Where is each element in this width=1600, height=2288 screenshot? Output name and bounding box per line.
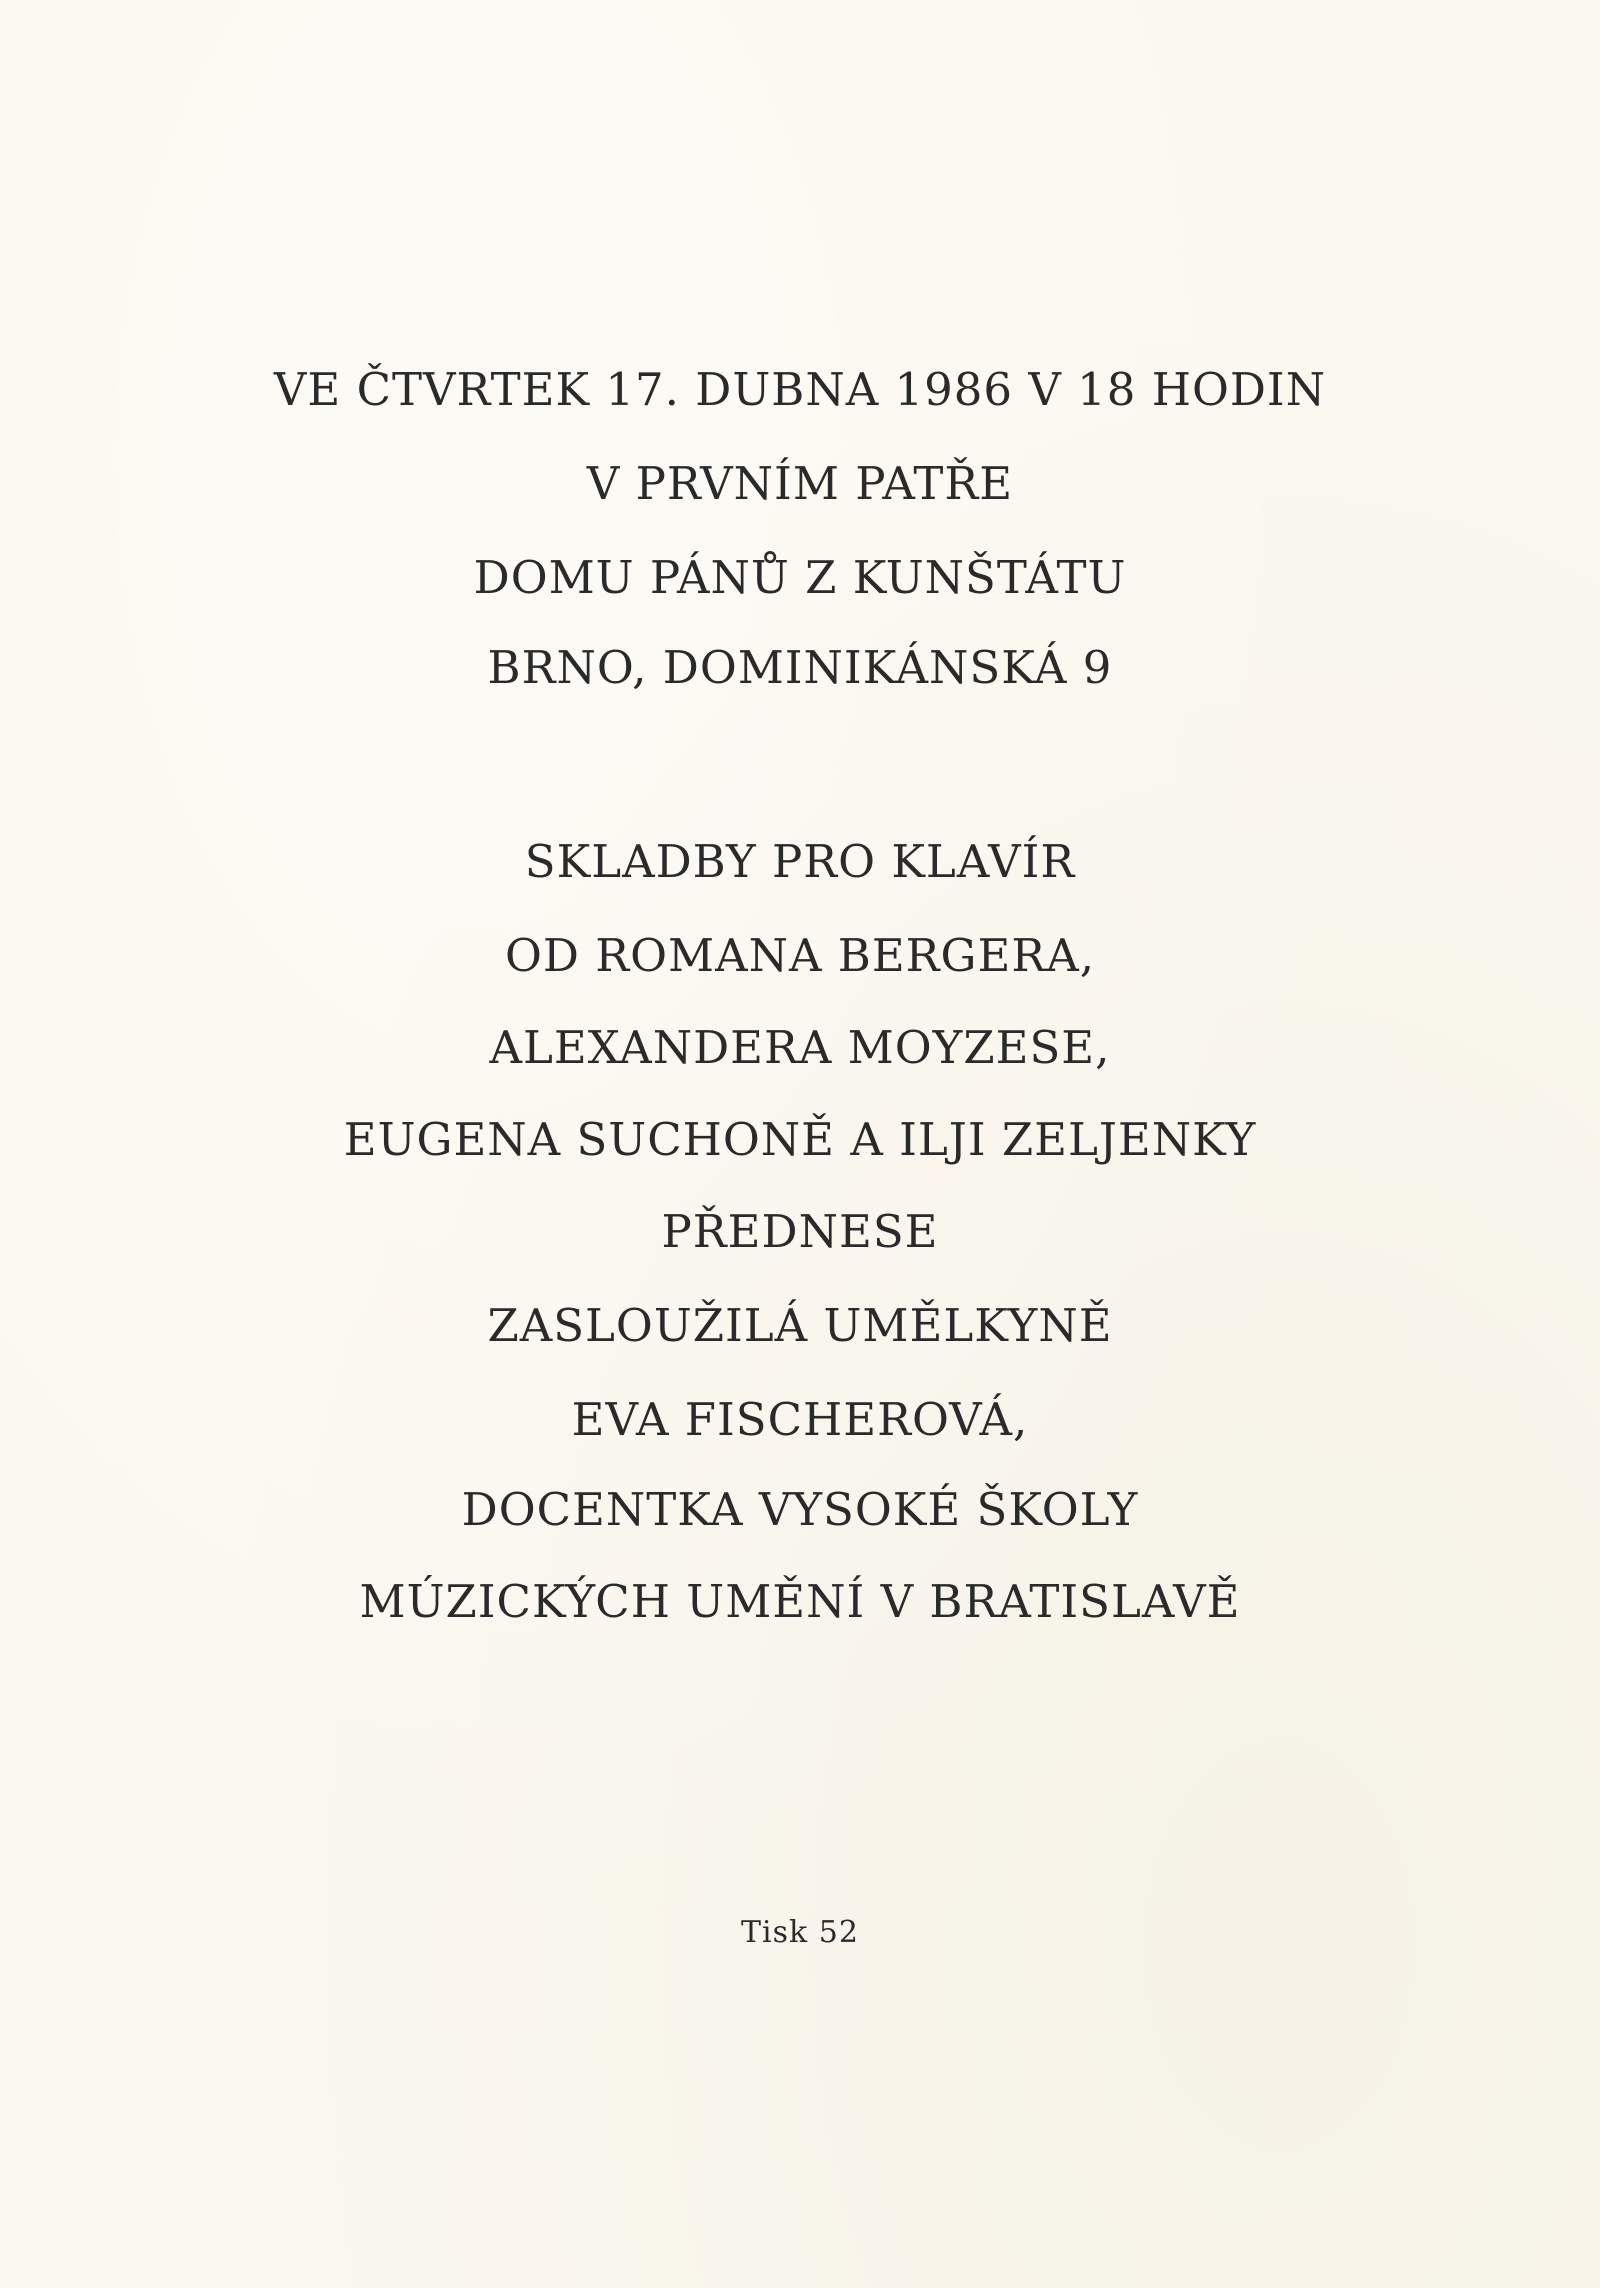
program-line: SKLADBY PRO KLAVÍR: [524, 835, 1076, 888]
program-line: EUGENA SUCHONĚ A ILJI ZELJENKY: [343, 1113, 1257, 1166]
program-line: OD ROMANA BERGERA,: [504, 929, 1096, 982]
program-line: ALEXANDERA MOYZESE,: [489, 1021, 1111, 1074]
performer-name: EVA FISCHEROVÁ,: [571, 1393, 1029, 1446]
print-note: Tisk 52: [741, 1915, 859, 1950]
program-line: PŘEDNESE: [661, 1205, 939, 1258]
event-venue: DOMU PÁNŮ Z KUNŠTÁTU: [473, 551, 1127, 604]
program-line: MÚZICKÝCH UMĚNÍ V BRATISLAVĚ: [359, 1575, 1241, 1628]
program-line: DOCENTKA VYSOKÉ ŠKOLY: [461, 1483, 1139, 1536]
event-address: BRNO, DOMINIKÁNSKÁ 9: [487, 641, 1113, 694]
event-floor: V PRVNÍM PATŘE: [586, 457, 1014, 510]
event-date-time: VE ČTVRTEK 17. DUBNA 1986 V 18 HODIN: [273, 363, 1327, 416]
program-line: ZASLOUŽILÁ UMĚLKYNĚ: [487, 1299, 1113, 1352]
